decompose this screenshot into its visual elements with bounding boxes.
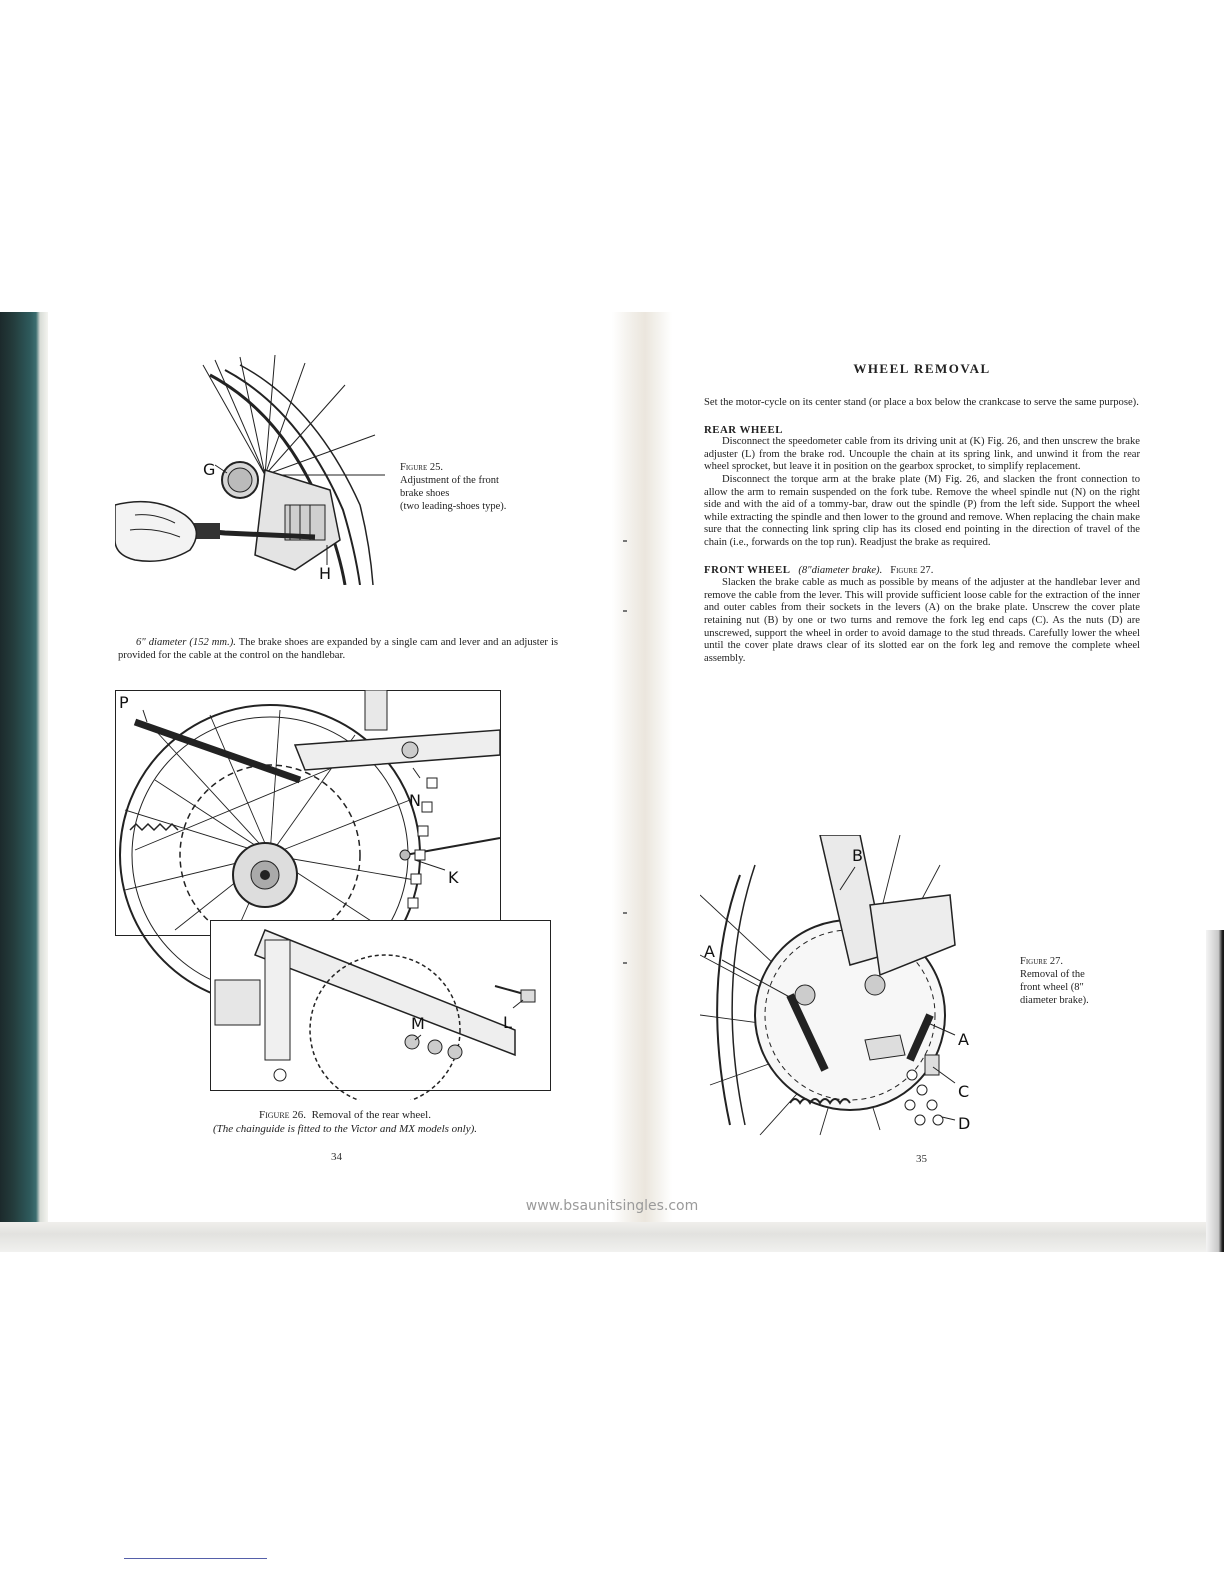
figure-25-label-h: H: [319, 564, 332, 583]
book-bottom-edge: [0, 1222, 1224, 1252]
brake-diameter-metric: (152 mm.).: [189, 637, 236, 648]
figure-27-caption-line: diameter brake).: [1020, 995, 1089, 1006]
gutter-mark: [623, 962, 627, 964]
figure-26-label-l: L: [503, 1013, 512, 1032]
figure-27-label-b: B: [852, 846, 863, 865]
rear-wheel-paragraph-2: Disconnect the torque arm at the brake plate (M) Fig. 26, and slacken the front connection to allow the arm to remain suspended on the fork tube. Remove the wheel spindle nut (N) on the right side and with the aid of a tommy-bar, draw out the spindle (P) from the left side. Support the wheel while extracting the spindle and then lower to the ground and remove. When replacing the chain make sure that the connecting link spring clip has its closed end pointing in the direction of travel of the chain (i.e., forwards on the top run). Readjust the brake as required.: [704, 473, 1140, 548]
front-wheel-paragraph: Slacken the brake cable as much as possible by means of the adjuster at the handlebar lever and remove the cable from the lever. This will provide sufficient loose cable for the extraction of the inner and outer cables from their sockets in the levers (A) on the brake plate. Unscrew the cover plate retaining nut (B) by one or two turns and remove the fork leg end caps (C). As the nuts (D) are unscrewed, support the wheel in order to avoid damage to the stud threads. Carefully lower the wheel until the cover plate draws clear of its slotted ear on the fork leg and remove the complete wheel assembly.: [704, 577, 1140, 664]
page-number-left: 34: [331, 1151, 342, 1163]
bottom-rule: [124, 1558, 267, 1559]
source-url: www.bsaunitsingles.com: [525, 1198, 699, 1214]
figure-25-caption-title: Figure 25.: [400, 462, 443, 473]
figure-27-label-a: A: [958, 1030, 969, 1049]
figure-25-caption-line: (two leading-shoes type).: [400, 501, 507, 512]
page-heading: WHEEL REMOVAL: [853, 361, 991, 376]
rear-wheel-paragraph-1: Disconnect the speedometer cable from its driving unit at (K) Fig. 26, and then unscrew the brake adjuster (L) from the brake rod. Uncouple the chain at its spring link, and unwind it from the rear wheel sprocket, but leave it in position on the gearbox sprocket, to simplify replacement.: [704, 436, 1140, 473]
figure-26-label-p: P: [119, 693, 129, 712]
figure-26-label-n: N: [409, 791, 421, 810]
gutter-mark: [623, 540, 627, 542]
figure-26-caption: [150, 1108, 540, 1136]
figure-27-caption-line: Removal of the: [1020, 969, 1085, 980]
right-page-text: [704, 397, 1140, 665]
figure-26-label-m: M: [411, 1014, 425, 1033]
figure-25-illustration: [115, 355, 405, 585]
brake-description: [118, 637, 558, 662]
figure-25-caption-line: brake shoes: [400, 488, 450, 499]
figure-25-caption-line: Adjustment of the front: [400, 475, 499, 486]
figure-27-label-d: D: [958, 1114, 971, 1133]
figure-27-illustration: [700, 835, 1000, 1140]
figure-25-caption: [400, 461, 550, 513]
figure-27-caption-line: front wheel (8": [1020, 982, 1084, 993]
rear-wheel-heading: REAR WHEEL: [704, 423, 783, 436]
front-wheel-heading-note: (8"diameter brake).: [798, 564, 883, 576]
front-wheel-figure-ref: Figure 27.: [890, 564, 934, 576]
intro-paragraph: Set the motor-cycle on its center stand (or place a box below the crankcase to serve the same purpose).: [704, 397, 1139, 408]
front-wheel-heading: FRONT WHEEL: [704, 563, 791, 576]
page-gutter: [612, 312, 672, 1222]
gutter-mark: [623, 912, 627, 914]
figure-27-caption-title: Figure 27.: [1020, 956, 1063, 967]
figure-26-illustration: [115, 690, 555, 1100]
figure-27-label-a: A: [704, 942, 715, 961]
figure-27-caption: [1020, 955, 1150, 1007]
figure-27-label-c: C: [958, 1082, 970, 1101]
figure-26-caption-title: Figure 26.: [259, 1109, 307, 1121]
page-number-right: 35: [916, 1153, 927, 1165]
figure-25-label-g: G: [203, 460, 216, 479]
brake-description-text: The brake shoes are expanded by a single cam and lever and an adjuster is provided for the cable at the control on the handlebar.: [118, 637, 559, 661]
figure-26-label-k: K: [448, 868, 459, 887]
figure-26-caption-note: (The chainguide is fitted to the Victor and MX models only).: [212, 1123, 478, 1135]
figure-26-caption-text: Removal of the rear wheel.: [311, 1109, 431, 1121]
brake-diameter: 6" diameter: [136, 637, 187, 648]
book-binding: [0, 312, 48, 1222]
gutter-mark: [623, 610, 627, 612]
